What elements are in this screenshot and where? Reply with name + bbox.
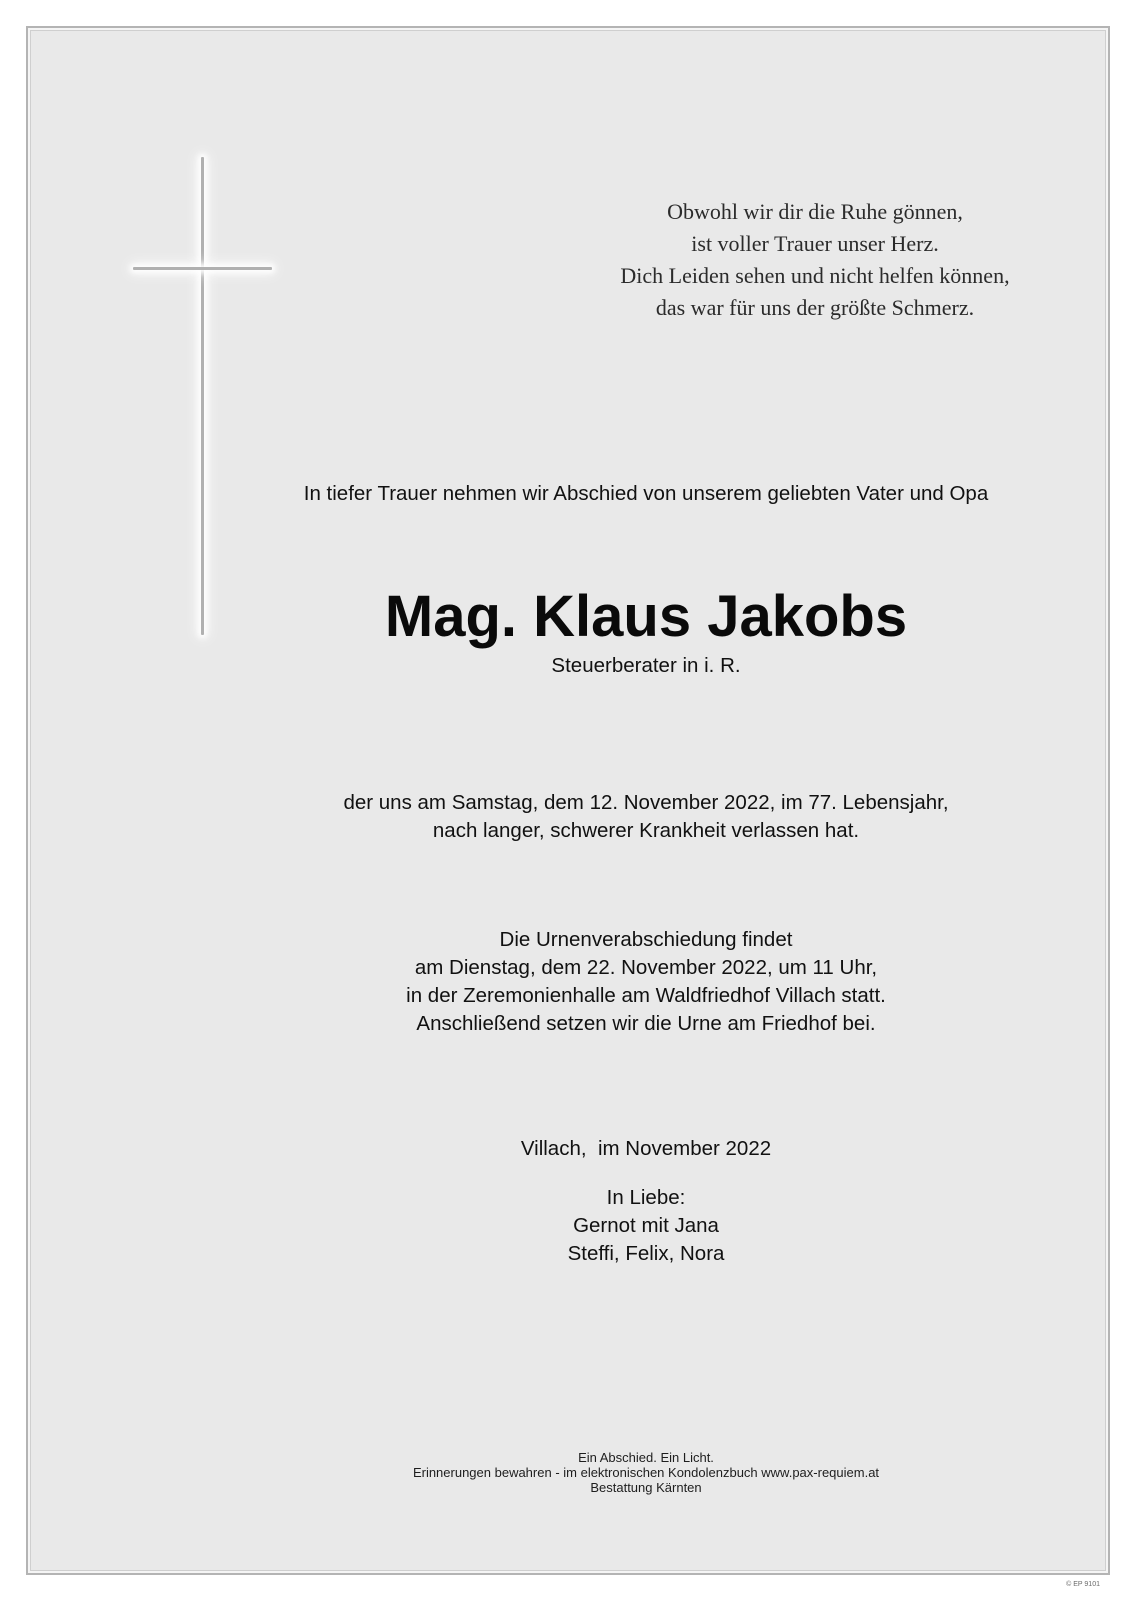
memorial-poem [590, 196, 1040, 324]
deceased-name-text: Mag. Klaus Jakobs [384, 584, 908, 649]
cross-vertical-beam [201, 157, 204, 635]
death-notice-line: der uns am Samstag, dem 12. November 2022, im 77. Lebensjahr, [343, 791, 949, 814]
ceremony-details [260, 926, 1032, 1038]
intro-text [260, 480, 1032, 508]
poem-line: das war für uns der größte Schmerz. [655, 295, 975, 320]
mourners-line: In Liebe: [606, 1186, 686, 1209]
ceremony-line: Anschließend setzen wir die Urne am Friedhof bei. [416, 1012, 876, 1035]
footer-line: Erinnerungen bewahren - im elektronischen Kondolenzbuch www.pax-requiem.at [412, 1465, 880, 1480]
poem-line: ist voller Trauer unser Herz. [691, 231, 939, 256]
poem-line: Obwohl wir dir die Ruhe gönnen, [667, 199, 963, 224]
footer-line: Bestattung Kärnten [590, 1480, 702, 1495]
death-notice-line: nach langer, schwerer Krankheit verlassen hat. [432, 819, 860, 842]
cross-horizontal-beam [133, 267, 272, 270]
mourners-line: Steffi, Felix, Nora [567, 1242, 725, 1265]
ceremony-line: Die Urnenverabschiedung findet [499, 928, 793, 951]
place-and-date [260, 1079, 1032, 1191]
poem-line: Dich Leiden sehen und nicht helfen können, [620, 263, 1010, 288]
mourners-line: Gernot mit Jana [573, 1214, 719, 1237]
deceased-profession [260, 652, 1032, 680]
death-notice [260, 789, 1032, 845]
mourners-list [260, 1184, 1032, 1268]
intro-line: In tiefer Trauer nehmen wir Abschied von unserem geliebten Vater und Opa [303, 482, 989, 505]
deceased-profession-text: Steuerberater in i. R. [551, 654, 741, 677]
copyright-note: © EP 9101 [1066, 1581, 1100, 1588]
place-date-text: Villach, im November 2022 [520, 1137, 772, 1160]
ceremony-line: in der Zeremonienhalle am Waldfriedhof Villach statt. [406, 984, 886, 1007]
funeral-home-footer [260, 1450, 1032, 1495]
footer-line: Ein Abschied. Ein Licht. [578, 1450, 714, 1465]
ceremony-line: am Dienstag, dem 22. November 2022, um 11 Uhr, [414, 956, 878, 979]
deceased-name [260, 584, 1032, 650]
